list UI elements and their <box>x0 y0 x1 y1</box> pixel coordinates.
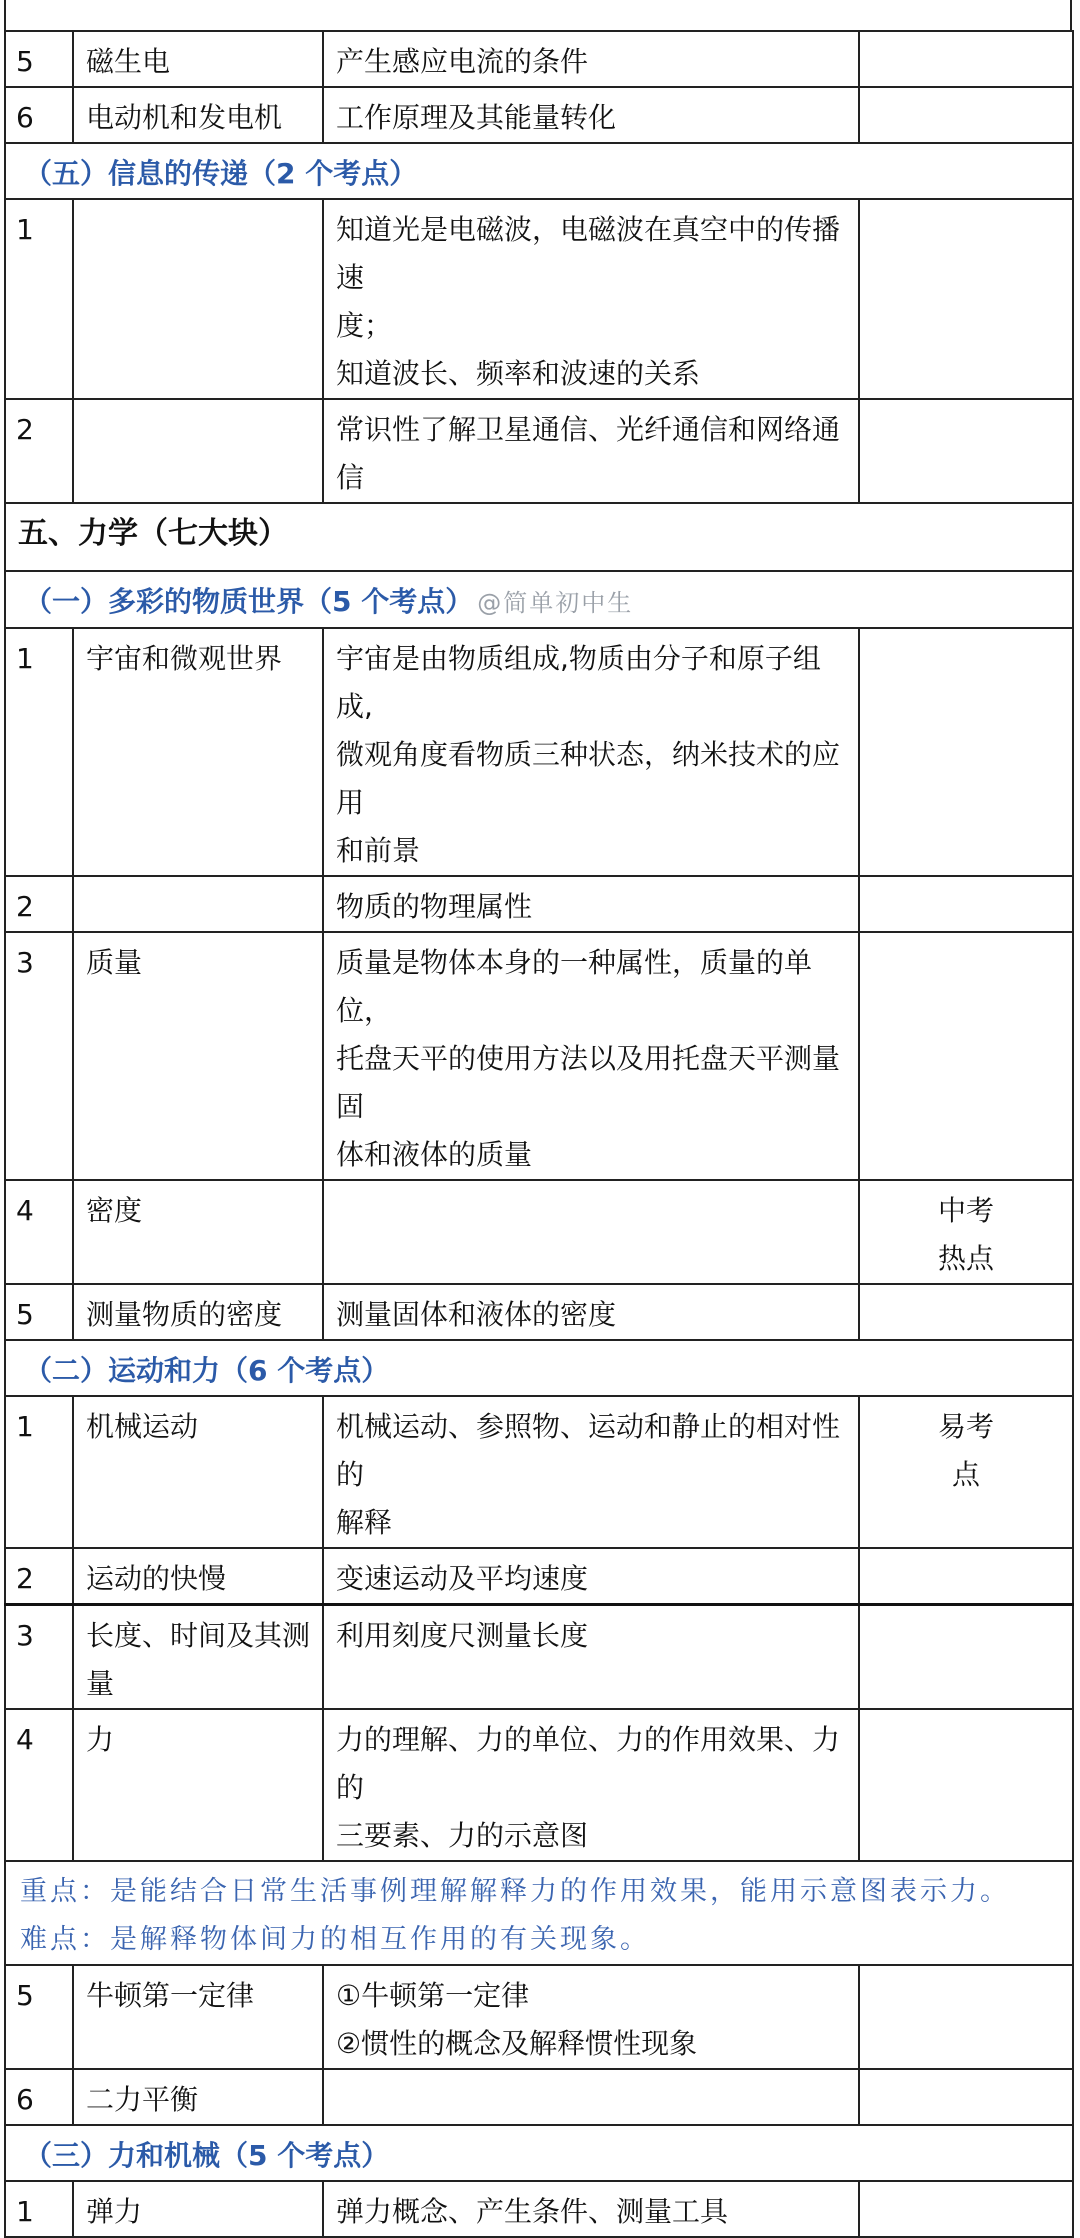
tag-cell <box>859 1548 1073 1605</box>
tag-cell <box>859 199 1073 399</box>
table-row <box>5 628 1073 876</box>
text-line: 微观角度看物质三种状态，纳米技术的应用 <box>336 738 841 819</box>
text-line: 易考 <box>937 1410 994 1443</box>
topic-cell: 磁生电 <box>73 31 323 87</box>
topic-cell: 运动的快慢 <box>73 1548 323 1605</box>
item-number: 6 <box>5 87 73 143</box>
detail-cell <box>323 87 859 143</box>
table-row <box>5 199 1073 399</box>
tag-cell <box>859 1396 1073 1548</box>
detail-cell <box>323 628 859 876</box>
tag-cell <box>859 87 1073 143</box>
detail-cell <box>323 1605 859 1710</box>
table-row <box>5 1396 1073 1548</box>
topic-cell: 弹力 <box>73 2181 323 2237</box>
section-row <box>5 2125 1073 2181</box>
table-row <box>5 1965 1073 2069</box>
tag-cell <box>859 1605 1073 1710</box>
physics-syllabus-table <box>4 30 1074 2238</box>
topic-cell: 宇宙和微观世界 <box>73 628 323 876</box>
section-row <box>5 571 1073 628</box>
detail-cell <box>323 1709 859 1861</box>
detail-cell <box>323 2181 859 2237</box>
text-line: 宇宙是由物质组成,物质由分子和原子组成, <box>336 642 821 723</box>
tag-cell <box>859 628 1073 876</box>
item-number: 3 <box>5 932 73 1180</box>
note-row <box>5 1861 1073 1965</box>
text-line: 和前景 <box>336 834 421 867</box>
section-title: （三）力和机械（5 个考点） <box>24 2139 390 2172</box>
detail-cell <box>323 1965 859 2069</box>
topic-cell: 力 <box>73 1709 323 1861</box>
topic-cell: 质量 <box>73 932 323 1180</box>
topic-cell: 机械运动 <box>73 1396 323 1548</box>
section-heading <box>5 1340 1073 1396</box>
topic-cell <box>73 199 323 399</box>
table-row <box>5 2069 1073 2125</box>
topic-cell: 二力平衡 <box>73 2069 323 2125</box>
section-row <box>5 1340 1073 1396</box>
item-number: 1 <box>5 1396 73 1548</box>
watermark: @简单初中生 <box>477 589 634 617</box>
section-heading <box>5 571 1073 628</box>
table-row <box>5 1548 1073 1605</box>
item-number: 1 <box>5 199 73 399</box>
section-title: （二）运动和力（6 个考点） <box>24 1354 390 1387</box>
detail-cell <box>323 399 859 503</box>
text-line: 解释 <box>336 1506 393 1539</box>
text-line: 难点：是解释物体间力的相互作用的有关现象。 <box>20 1924 650 1955</box>
text-line: ②惯性的概念及解释惯性现象 <box>336 2027 698 2060</box>
table-row <box>5 1284 1073 1340</box>
topic-cell: 长度、时间及其测量 <box>73 1605 323 1710</box>
text-line: 点 <box>951 1458 980 1491</box>
text-line: 知道波长、频率和波速的关系 <box>336 357 701 390</box>
tag-cell <box>859 932 1073 1180</box>
tag-cell <box>859 876 1073 932</box>
text-line: 重点：是能结合日常生活事例理解解释力的作用效果，能用示意图表示力。 <box>20 1876 1010 1907</box>
chapter-heading: 五、力学（七大块） <box>5 503 1073 571</box>
tag-cell <box>859 1180 1073 1284</box>
chapter-row <box>5 503 1073 571</box>
table-row <box>5 1180 1073 1284</box>
item-number: 5 <box>5 1965 73 2069</box>
text-line: 体和液体的质量 <box>336 1138 533 1171</box>
detail-cell <box>323 2069 859 2125</box>
item-number: 4 <box>5 1709 73 1861</box>
text-line: 变速运动及平均速度 <box>336 1562 589 1595</box>
table-row <box>5 1605 1073 1710</box>
detail-cell <box>323 932 859 1180</box>
item-number: 4 <box>5 1180 73 1284</box>
section-heading <box>5 2125 1073 2181</box>
text-line: 物质的物理属性 <box>336 890 533 923</box>
table-row <box>5 932 1073 1180</box>
item-number: 1 <box>5 628 73 876</box>
text-line: 力的理解、力的单位、力的作用效果、力的 <box>336 1723 841 1804</box>
text-line: 常识性了解卫星通信、光纤通信和网络通信 <box>336 413 841 494</box>
topic-cell <box>73 399 323 503</box>
table-row <box>5 87 1073 143</box>
text-line: 托盘天平的使用方法以及用托盘天平测量固 <box>336 1042 841 1123</box>
topic-cell: 密度 <box>73 1180 323 1284</box>
topic-cell <box>73 876 323 932</box>
topic-cell: 电动机和发电机 <box>73 87 323 143</box>
item-number: 6 <box>5 2069 73 2125</box>
text-line: 工作原理及其能量转化 <box>336 101 617 134</box>
section-row <box>5 143 1073 199</box>
table-row <box>5 2181 1073 2237</box>
tag-cell <box>859 1284 1073 1340</box>
detail-cell <box>323 199 859 399</box>
detail-cell <box>323 1396 859 1548</box>
detail-cell <box>323 1548 859 1605</box>
item-number: 2 <box>5 1548 73 1605</box>
table-row <box>5 876 1073 932</box>
item-number: 1 <box>5 2181 73 2237</box>
text-line: 热点 <box>937 1242 994 1275</box>
item-number: 5 <box>5 1284 73 1340</box>
detail-cell <box>323 31 859 87</box>
tag-cell <box>859 2069 1073 2125</box>
text-line: 弹力概念、产生条件、测量工具 <box>336 2195 729 2228</box>
table-row <box>5 31 1073 87</box>
item-number: 3 <box>5 1605 73 1710</box>
text-line: 测量固体和液体的密度 <box>336 1298 617 1331</box>
text-line: 三要素、力的示意图 <box>336 1819 589 1852</box>
text-line: 度； <box>336 309 393 342</box>
item-number: 5 <box>5 31 73 87</box>
text-line: 中考 <box>937 1194 994 1227</box>
section-title: （一）多彩的物质世界（5 个考点） <box>24 585 474 618</box>
text-line: 机械运动、参照物、运动和静止的相对性的 <box>336 1410 841 1491</box>
text-line: 质量是物体本身的一种属性，质量的单位， <box>336 946 813 1027</box>
text-line: 知道光是电磁波，电磁波在真空中的传播速 <box>336 213 841 294</box>
text-line: 利用刻度尺测量长度 <box>336 1619 589 1652</box>
tag-cell <box>859 1965 1073 2069</box>
tag-cell <box>859 2181 1073 2237</box>
table-row <box>5 1709 1073 1861</box>
tag-cell <box>859 1709 1073 1861</box>
item-number: 2 <box>5 399 73 503</box>
tag-cell <box>859 31 1073 87</box>
item-number: 2 <box>5 876 73 932</box>
key-points-note <box>5 1861 1073 1965</box>
table-body <box>5 31 1073 2237</box>
section-title: （五）信息的传递（2 个考点） <box>24 157 418 190</box>
tag-cell <box>859 399 1073 503</box>
topic-cell: 测量物质的密度 <box>73 1284 323 1340</box>
detail-cell <box>323 1284 859 1340</box>
section-heading <box>5 143 1073 199</box>
detail-cell <box>323 876 859 932</box>
text-line: ①牛顿第一定律 <box>336 1979 530 2012</box>
detail-cell <box>323 1180 859 1284</box>
text-line: 产生感应电流的条件 <box>336 45 589 78</box>
table-row <box>5 399 1073 503</box>
topic-cell: 牛顿第一定律 <box>73 1965 323 2069</box>
